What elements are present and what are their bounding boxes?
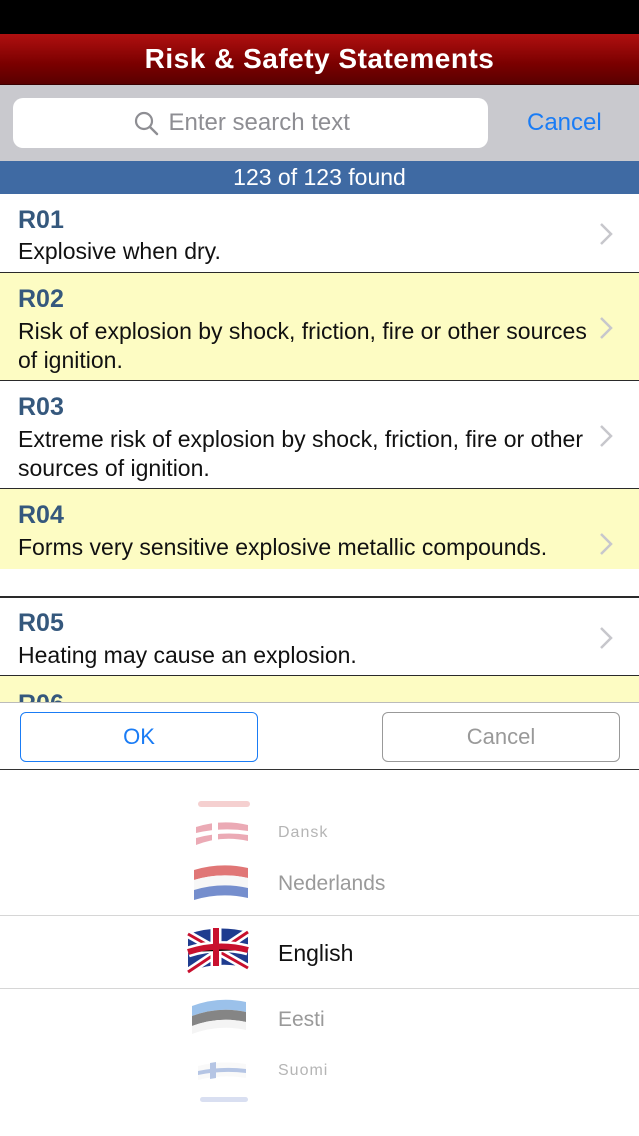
cancel-button[interactable]: Cancel xyxy=(382,712,620,762)
page-title: Risk & Safety Statements xyxy=(144,43,495,74)
language-label: Suomi xyxy=(278,1062,329,1079)
chevron-right-icon xyxy=(599,222,613,246)
list-spacer xyxy=(0,569,639,597)
chevron-right-icon xyxy=(599,532,613,556)
language-label-selected: English xyxy=(278,940,354,966)
search-field[interactable] xyxy=(13,98,488,148)
language-label: Eesti xyxy=(278,1008,325,1031)
list-item[interactable] xyxy=(0,597,639,676)
list-item[interactable] xyxy=(0,381,639,489)
statement-text: Heating may cause an explosion. xyxy=(18,642,357,668)
search-cancel-button[interactable]: Cancel xyxy=(527,109,602,136)
status-bar xyxy=(0,0,639,34)
statement-code-partial xyxy=(18,690,70,702)
chevron-right-icon xyxy=(599,626,613,650)
language-label: Nederlands xyxy=(278,872,386,895)
list-item[interactable] xyxy=(0,489,639,569)
picker-item-suomi[interactable] xyxy=(0,1058,639,1088)
statement-code: R03 xyxy=(18,393,64,421)
statement-list[interactable] xyxy=(0,194,639,702)
language-label: Dansk xyxy=(278,824,329,841)
picker-item-dansk[interactable] xyxy=(0,818,639,848)
statement-text: Extreme risk of explosion by shock, friction, fire or other sources of ignition. xyxy=(18,426,583,481)
flag-icon xyxy=(200,1097,248,1102)
statement-text: Forms very sensitive explosive metallic compounds. xyxy=(18,534,548,560)
ok-button[interactable]: OK xyxy=(20,712,258,762)
chevron-right-icon xyxy=(599,424,613,448)
picker-item-partial xyxy=(0,1096,639,1104)
netherlands-flag-icon xyxy=(192,864,250,902)
list-item[interactable] xyxy=(0,194,639,273)
search-icon xyxy=(133,110,159,136)
picker-toolbar xyxy=(0,702,639,770)
picker-item-english[interactable] xyxy=(0,920,639,984)
uk-flag-icon xyxy=(186,926,250,976)
picker-item-nederlands[interactable] xyxy=(0,862,639,906)
finland-flag-icon xyxy=(196,1060,248,1082)
navigation-bar xyxy=(0,34,639,85)
statement-code: R05 xyxy=(18,609,64,637)
list-item[interactable] xyxy=(0,273,639,381)
statement-code: R04 xyxy=(18,501,64,529)
statement-code: R02 xyxy=(18,285,64,313)
search-input[interactable] xyxy=(169,109,369,137)
flag-icon xyxy=(198,801,250,807)
estonia-flag-icon xyxy=(190,996,248,1036)
picker-item-eesti[interactable] xyxy=(0,996,639,1040)
statement-text: Risk of explosion by shock, friction, fire or other sources of ignition. xyxy=(18,318,587,373)
statement-code: R01 xyxy=(18,206,64,234)
statement-text: Explosive when dry. xyxy=(18,238,221,264)
search-bar xyxy=(0,85,639,161)
chevron-right-icon xyxy=(599,316,613,340)
picker-item-partial xyxy=(0,798,639,808)
results-count: 123 of 123 found xyxy=(0,161,639,194)
language-picker[interactable] xyxy=(0,770,639,1136)
denmark-flag-icon xyxy=(194,819,250,847)
